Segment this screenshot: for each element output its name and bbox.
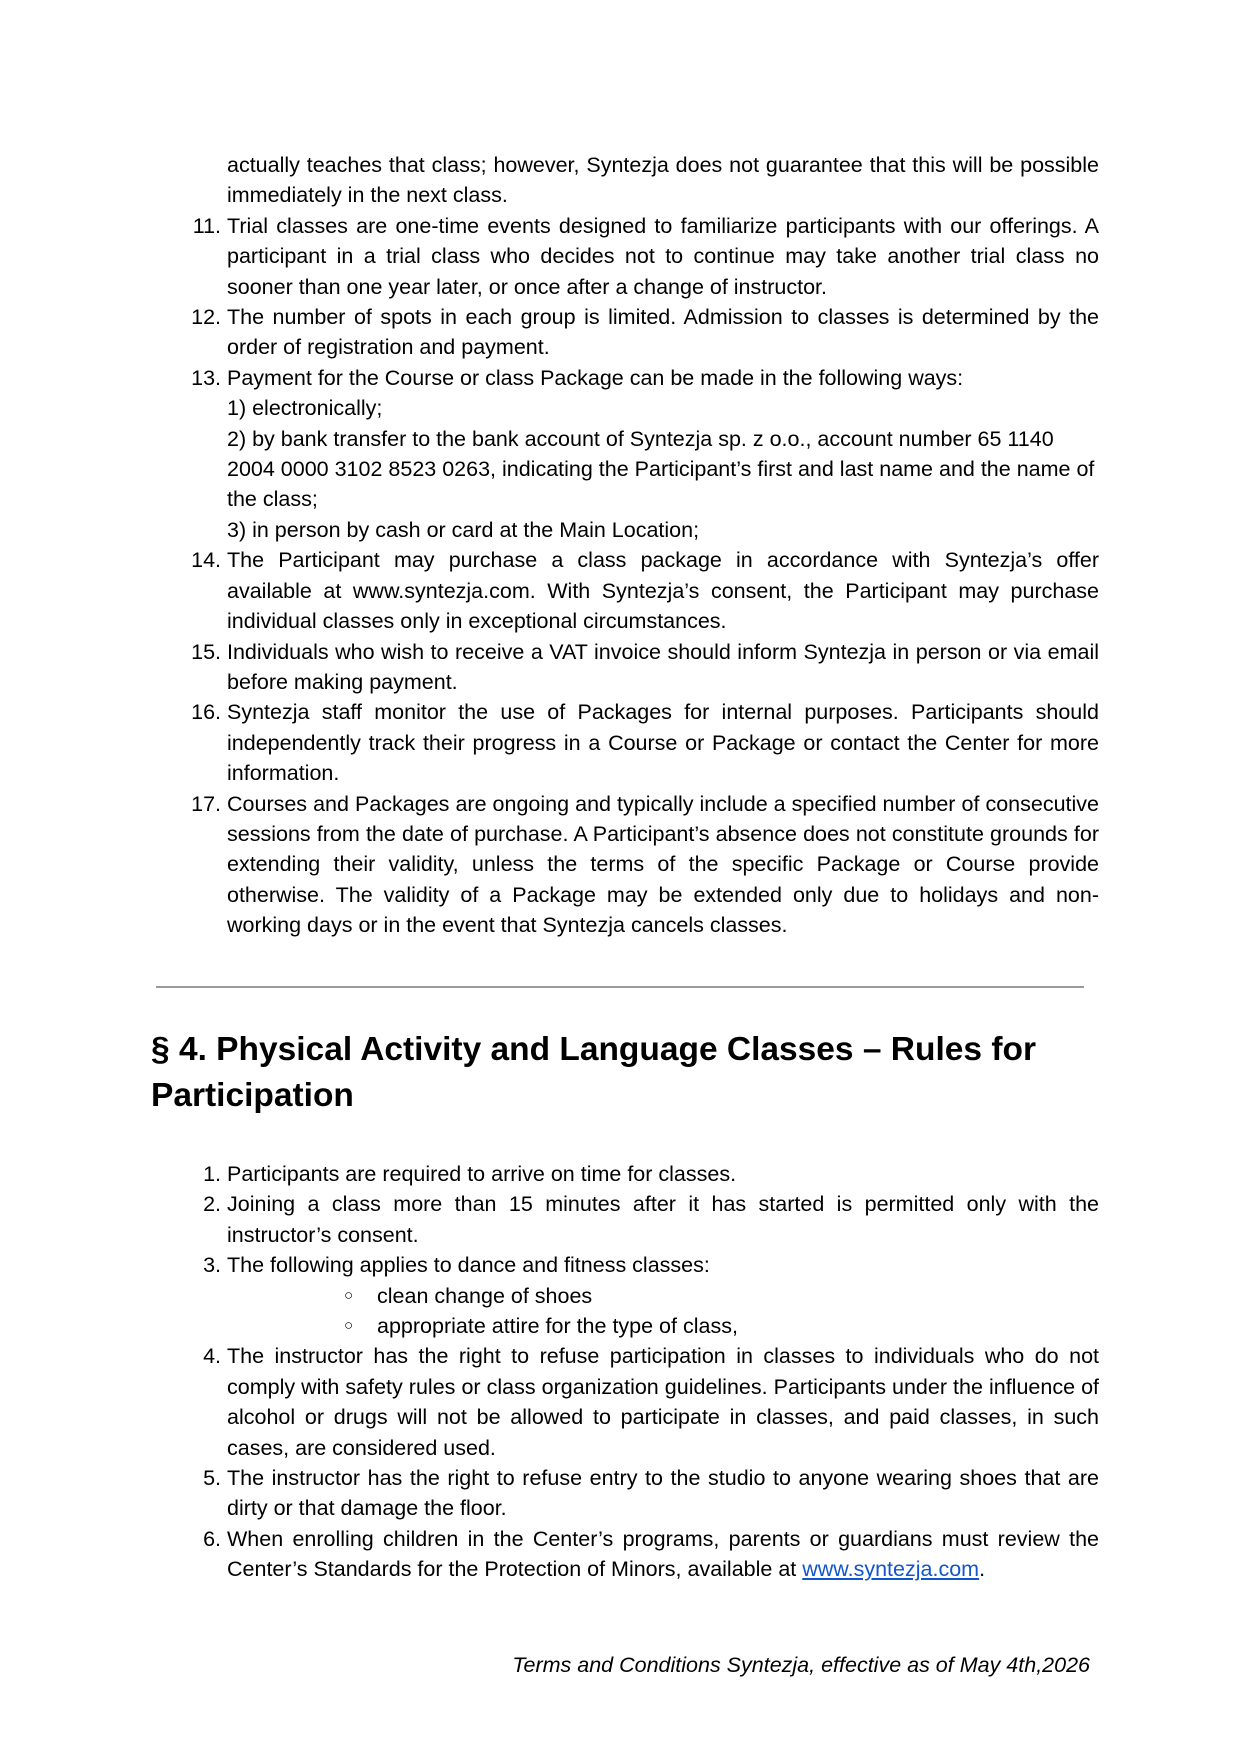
- list-item-text: Participants are required to arrive on time for classes.: [227, 1162, 737, 1186]
- list-item-text: Payment for the Course or class Package can be made in the following ways:: [227, 365, 964, 390]
- list-item-number: 5.: [203, 1466, 221, 1491]
- page-footer: Terms and Conditions Syntezja, effective as of May 4th,2026: [512, 1653, 1090, 1677]
- list-item-12: [187, 302, 1099, 363]
- rule-item-6: [187, 1524, 1099, 1585]
- list-item-16: [187, 697, 1099, 788]
- list-item-number: 2.: [203, 1192, 221, 1217]
- section-divider: [156, 986, 1084, 988]
- rule-item-3: [187, 1250, 1099, 1341]
- rule-item-2: [187, 1189, 1099, 1250]
- rule-item-5: [187, 1463, 1099, 1524]
- list-item-text: actually teaches that class; however, Syntezja does not guarantee that this will be possible immediately in the next class.: [227, 153, 1099, 208]
- list-item-number: 6.: [203, 1526, 221, 1551]
- list-item-text: Trial classes are one-time events designed to familiarize participants with our offerings. A participant in a trial class who decides not to continue may take another trial class no sooner than one year later, or once after a change of instructor.: [227, 213, 1099, 299]
- list-item-number: 16.: [191, 700, 221, 725]
- list-item-text: The Participant may purchase a class package in accordance with Syntezja’s offer available at www.syntezja.com. With Syntezja’s consent, the Participant may purchase individual classes only in exceptional circumstances.: [227, 548, 1099, 634]
- section-4-list: [187, 1159, 1099, 1585]
- list-item-text: The following applies to dance and fitness classes:: [227, 1253, 710, 1278]
- list-item-17: [187, 789, 1099, 941]
- bullet-item: [227, 1281, 1099, 1311]
- rule-item-1: [187, 1159, 1099, 1189]
- list-item-number: 3.: [203, 1253, 221, 1278]
- rule-text-before-link: When enrolling children in the Center’s programs, parents or guardians must review the Center’s Standards for the Protection of Minors, available at: [227, 1526, 1099, 1582]
- list-item-number: 12.: [191, 305, 221, 330]
- list-item-text: Individuals who wish to receive a VAT invoice should inform Syntezja in person or via email before making payment.: [227, 639, 1099, 694]
- section-3-list: [187, 150, 1099, 941]
- circle-bullet-icon: ○: [344, 1317, 354, 1335]
- list-item-11: [187, 211, 1099, 302]
- syntezja-website-link[interactable]: www.syntezja.com: [802, 1557, 980, 1582]
- list-item-text: Joining a class more than 15 minutes after it has started is permitted only with the instructor’s consent.: [227, 1192, 1099, 1247]
- payment-option-electronic: 1) electronically;: [227, 396, 383, 421]
- list-item-number: 1.: [203, 1162, 221, 1186]
- list-item-number: 13.: [191, 365, 221, 390]
- list-item-number: 15.: [191, 639, 221, 664]
- payment-option-in-person: 3) in person by cash or card at the Main Location;: [227, 517, 700, 542]
- section-4-heading: § 4. Physical Activity and Language Classes – Rules for Participation: [151, 1031, 1036, 1114]
- list-item-text: Syntezja staff monitor the use of Packages for internal purposes. Participants should independently track their progress in a Course or Package or contact the Center for more information.: [227, 700, 1099, 786]
- list-item-continuation: [187, 150, 1099, 211]
- list-item-15: [187, 637, 1099, 698]
- bullet-item: [227, 1311, 1099, 1341]
- list-item-text: Courses and Packages are ongoing and typically include a specified number of consecutive sessions from the date of purchase. A Participant’s absence does not constitute grounds for extending their validity, unless the terms of the specific Package or Course provide otherwise. The validity of a Package may be extended only due to holidays and non-working days or in the event that Syntezja cancels classes.: [227, 791, 1099, 938]
- list-item-text: The instructor has the right to refuse entry to the studio to anyone wearing shoes that are dirty or that damage the floor.: [227, 1466, 1099, 1521]
- attire-bullet-list: [227, 1281, 1099, 1342]
- payment-option-bank-transfer: 2) by bank transfer to the bank account of Syntezja sp. z o.o., account number 65 1140 2004 0000 3102 8523 0263, indicating the Participant’s first and last name and the name of the class;: [227, 426, 1095, 512]
- list-item-text: The number of spots in each group is limited. Admission to classes is determined by the order of registration and payment.: [227, 305, 1099, 360]
- list-item-number: 11.: [192, 213, 221, 238]
- bullet-text: clean change of shoes: [377, 1283, 593, 1308]
- rule-item-4: [187, 1341, 1099, 1463]
- bullet-text: appropriate attire for the type of class,: [377, 1314, 738, 1339]
- circle-bullet-icon: ○: [344, 1286, 354, 1304]
- list-item-13: [187, 363, 1099, 545]
- list-item-number: 4.: [203, 1344, 221, 1369]
- list-item-text: [227, 1524, 1099, 1585]
- rule-text-after-link: .: [979, 1557, 986, 1582]
- list-item-number: 17.: [191, 791, 221, 816]
- list-item-number: 14.: [191, 548, 221, 573]
- list-item-14: [187, 545, 1099, 636]
- list-item-text: The instructor has the right to refuse participation in classes to individuals who do not comply with safety rules or class organization guidelines. Participants under the influence of alcohol or drugs will not be allowed to participate in classes, and paid classes, in such cases, are considered used.: [227, 1344, 1099, 1460]
